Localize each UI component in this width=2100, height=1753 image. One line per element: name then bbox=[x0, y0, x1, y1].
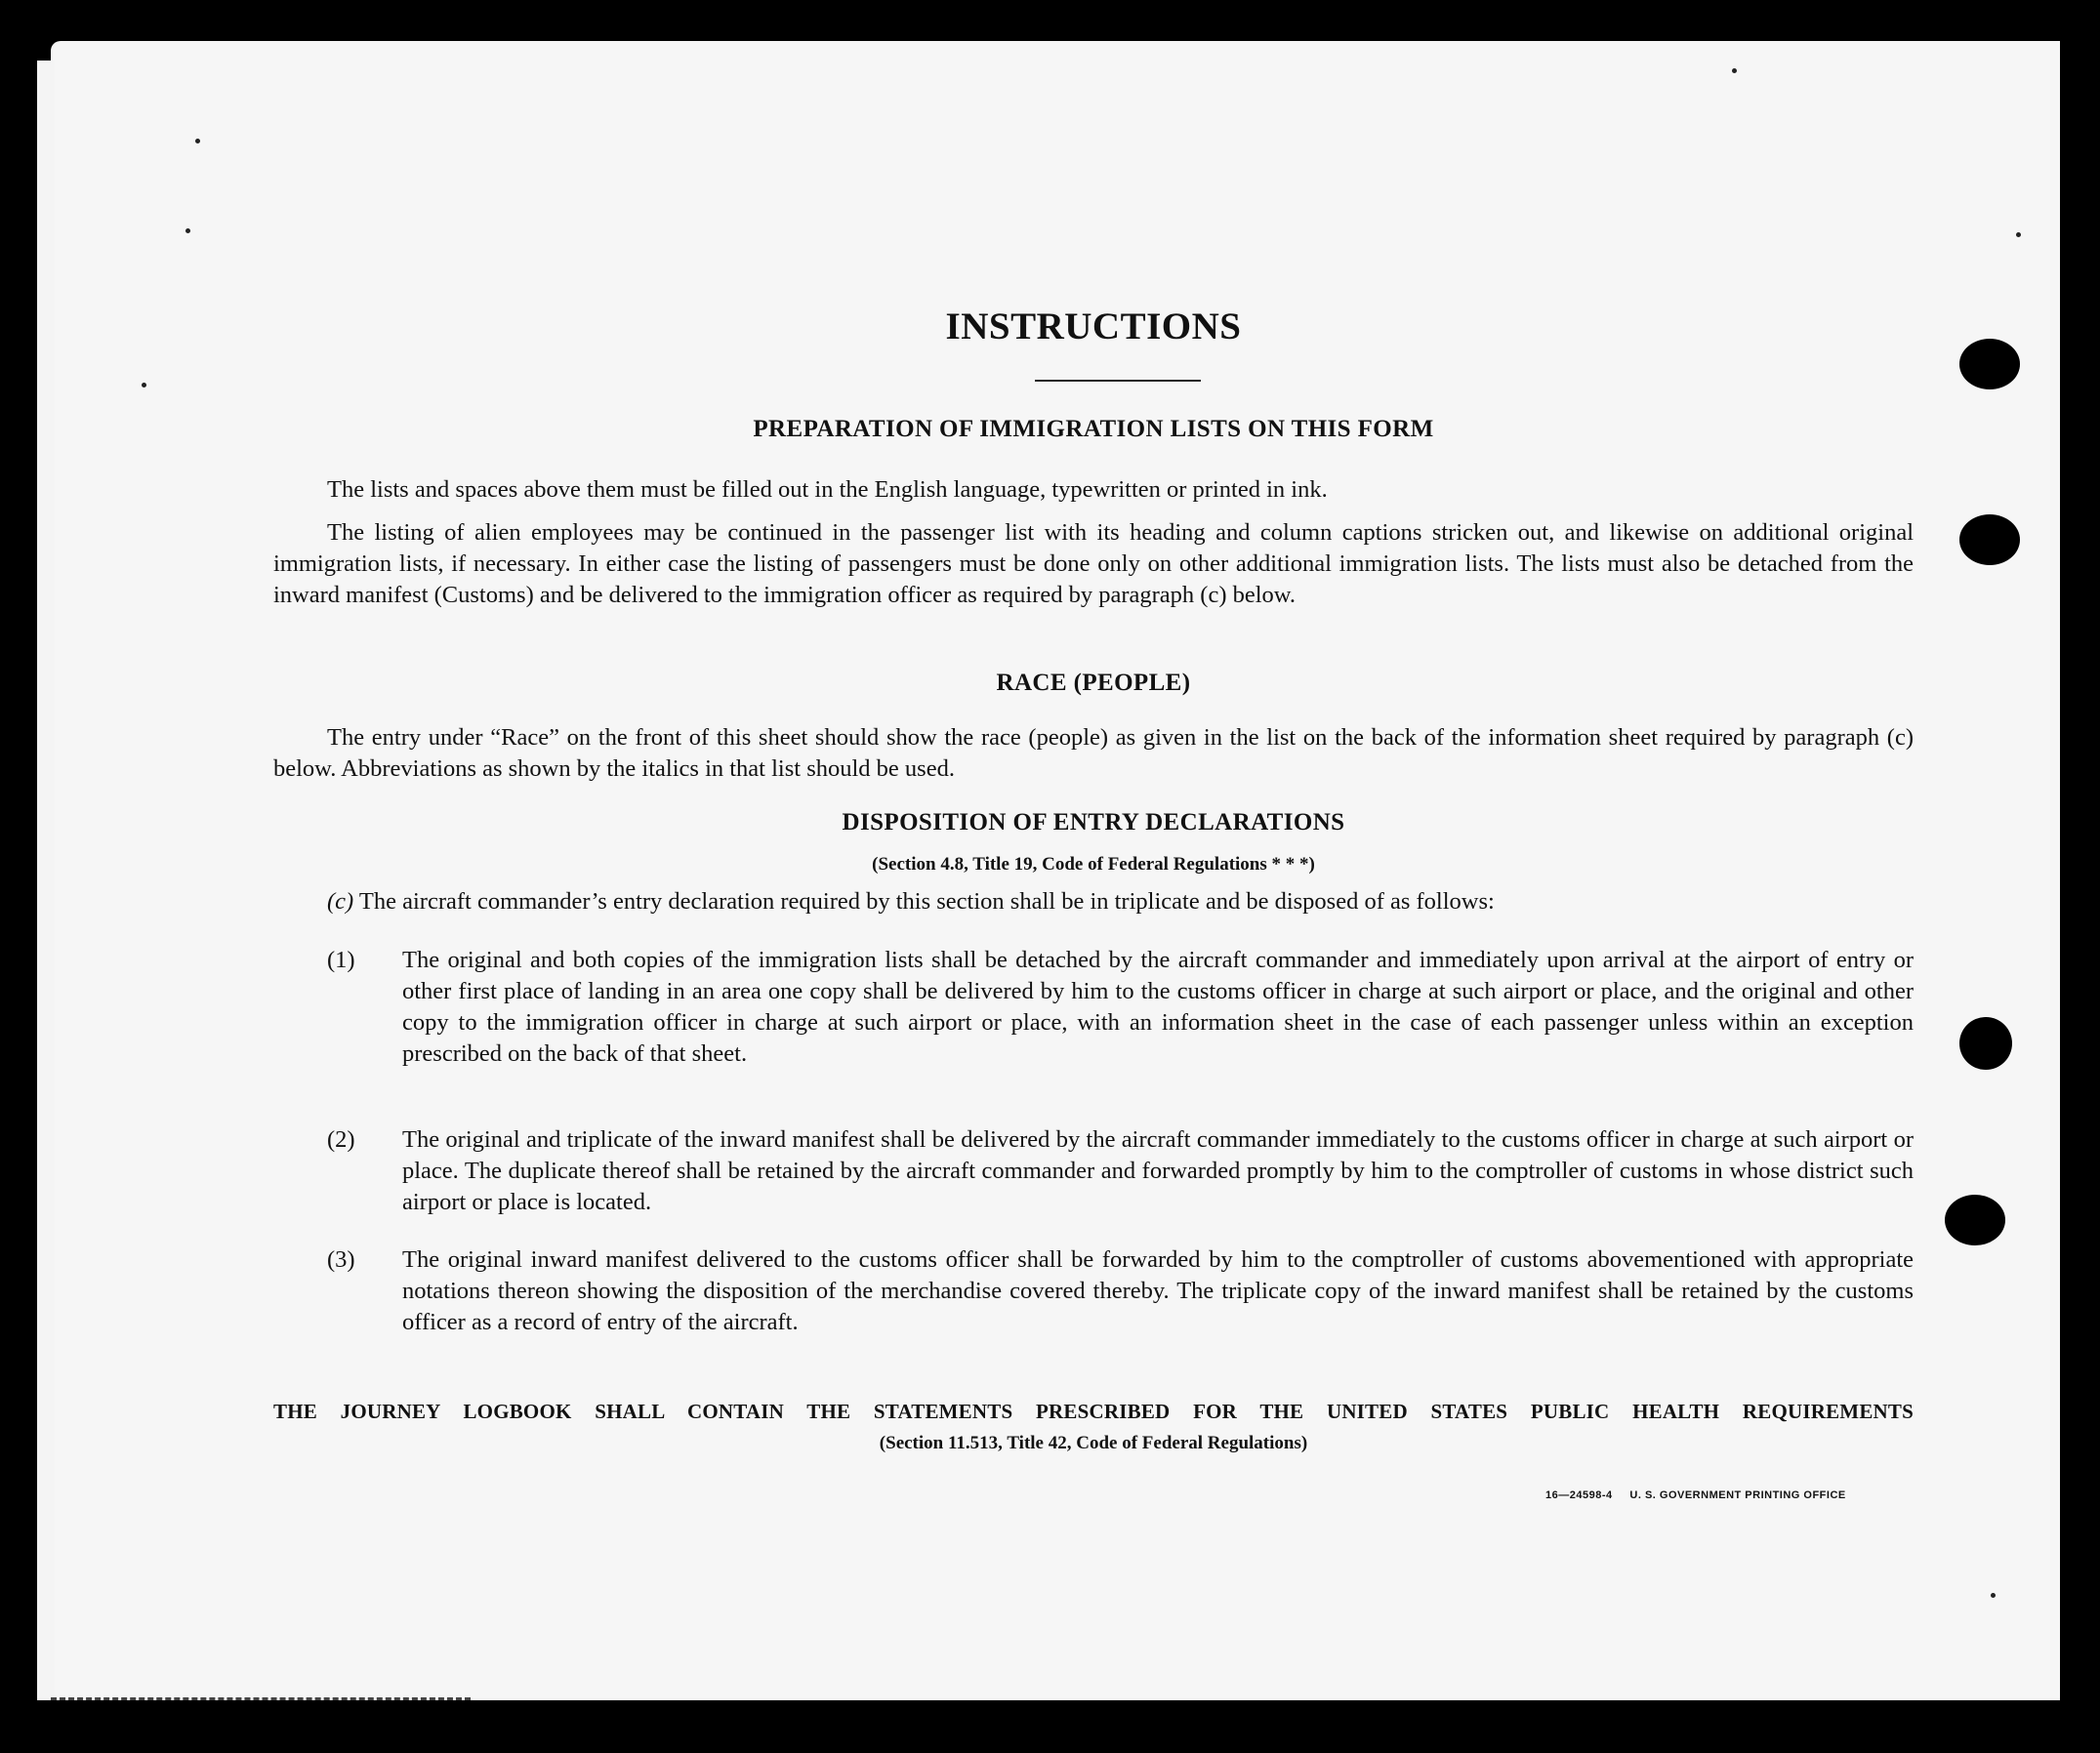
speck bbox=[142, 383, 146, 387]
page-title: INSTRUCTIONS bbox=[945, 306, 1242, 347]
race-paragraph: The entry under “Race” on the front of this sheet should show the race (people) as given in the list on the back of the information sheet required by paragraph (c) below. Abbreviations as shown by the italics in that list should be used. bbox=[273, 724, 1914, 782]
document-sheet bbox=[51, 41, 2060, 1700]
item-number: (2) bbox=[327, 1126, 355, 1153]
printer-name: U. S. GOVERNMENT PRINTING OFFICE bbox=[1629, 1489, 1846, 1501]
item-number: (3) bbox=[327, 1246, 355, 1273]
journey-logbook-statement: THE JOURNEY LOGBOOK SHALL CONTAIN THE STATEMENTS PRESCRIBED FOR THE UNITED STATES PUBLIC HEALTH REQUIREMENTS bbox=[273, 1400, 1914, 1423]
item-text: The original and triplicate of the inward manifest shall be delivered by the aircraft commander immediately to the customs officer in charge at such airport or place. The duplicate thereof shall be retained by the aircraft commander and forwarded promptly by him to the comptroller of customs in whose district such airport or place is located. bbox=[402, 1126, 1914, 1215]
speck bbox=[2016, 232, 2021, 237]
preparation-paragraph-2: The listing of alien employees may be continued in the passenger list with its heading and column captions stricken out, and likewise on additional original immigration lists, if necessary. In either case the listing of passengers must be done only on other additional immigration lists. The lists must also be detached from the inward manifest (Customs) and be delivered to the immigration officer as required by paragraph (c) below. bbox=[273, 519, 1914, 608]
preparation-paragraph-1: The lists and spaces above them must be filled out in the English language, typewritten or printed in ink. bbox=[327, 476, 1328, 503]
punch-hole bbox=[1959, 514, 2020, 565]
printer-imprint bbox=[1545, 1489, 1846, 1501]
punch-hole bbox=[1959, 1017, 2012, 1070]
speck bbox=[1732, 68, 1737, 73]
punch-hole bbox=[1959, 339, 2020, 389]
intro-label: (c) bbox=[327, 888, 354, 915]
intro-text: The aircraft commander’s entry declaration required by this section shall be in triplicate and be disposed of as follows: bbox=[358, 888, 1495, 915]
disposition-item-3 bbox=[327, 1244, 1914, 1338]
perforation-line bbox=[51, 1697, 471, 1700]
punch-hole bbox=[1945, 1195, 2005, 1245]
item-text: The original inward manifest delivered to the customs officer shall be forwarded by him to the comptroller of customs abovementioned with appropriate notations thereon showing the disposition of the merchandise covered thereby. The triplicate copy of the inward manifest shall be retained by the customs officer as a record of entry of the aircraft. bbox=[402, 1246, 1914, 1335]
disposition-item-1 bbox=[327, 945, 1914, 1070]
speck bbox=[185, 228, 190, 233]
journey-logbook-citation: (Section 11.513, Title 42, Code of Federal Regulations) bbox=[879, 1433, 1308, 1453]
disposition-subheading: (Section 4.8, Title 19, Code of Federal Regulations * * *) bbox=[872, 854, 1315, 875]
disposition-item-2 bbox=[327, 1124, 1914, 1218]
disposition-intro bbox=[327, 886, 1914, 917]
preparation-heading: PREPARATION OF IMMIGRATION LISTS ON THIS FORM bbox=[753, 416, 1434, 442]
form-number: 16—24598‑4 bbox=[1545, 1489, 1613, 1501]
title-rule bbox=[1035, 380, 1201, 382]
disposition-heading: DISPOSITION OF ENTRY DECLARATIONS bbox=[842, 809, 1345, 836]
item-text: The original and both copies of the immigration lists shall be detached by the aircraft commander and immediately upon arrival at the airport of entry or other first place of landing in an area one copy shall be delivered by him to the customs officer in charge at such airport or place, and the original and other copy to the immigration officer in charge at such airport or place, with an information sheet in the case of each passenger unless within an exception prescribed on the back of that sheet. bbox=[402, 947, 1914, 1067]
speck bbox=[1991, 1593, 1996, 1598]
item-number: (1) bbox=[327, 947, 355, 973]
race-heading: RACE (PEOPLE) bbox=[996, 670, 1191, 696]
speck bbox=[195, 139, 200, 143]
